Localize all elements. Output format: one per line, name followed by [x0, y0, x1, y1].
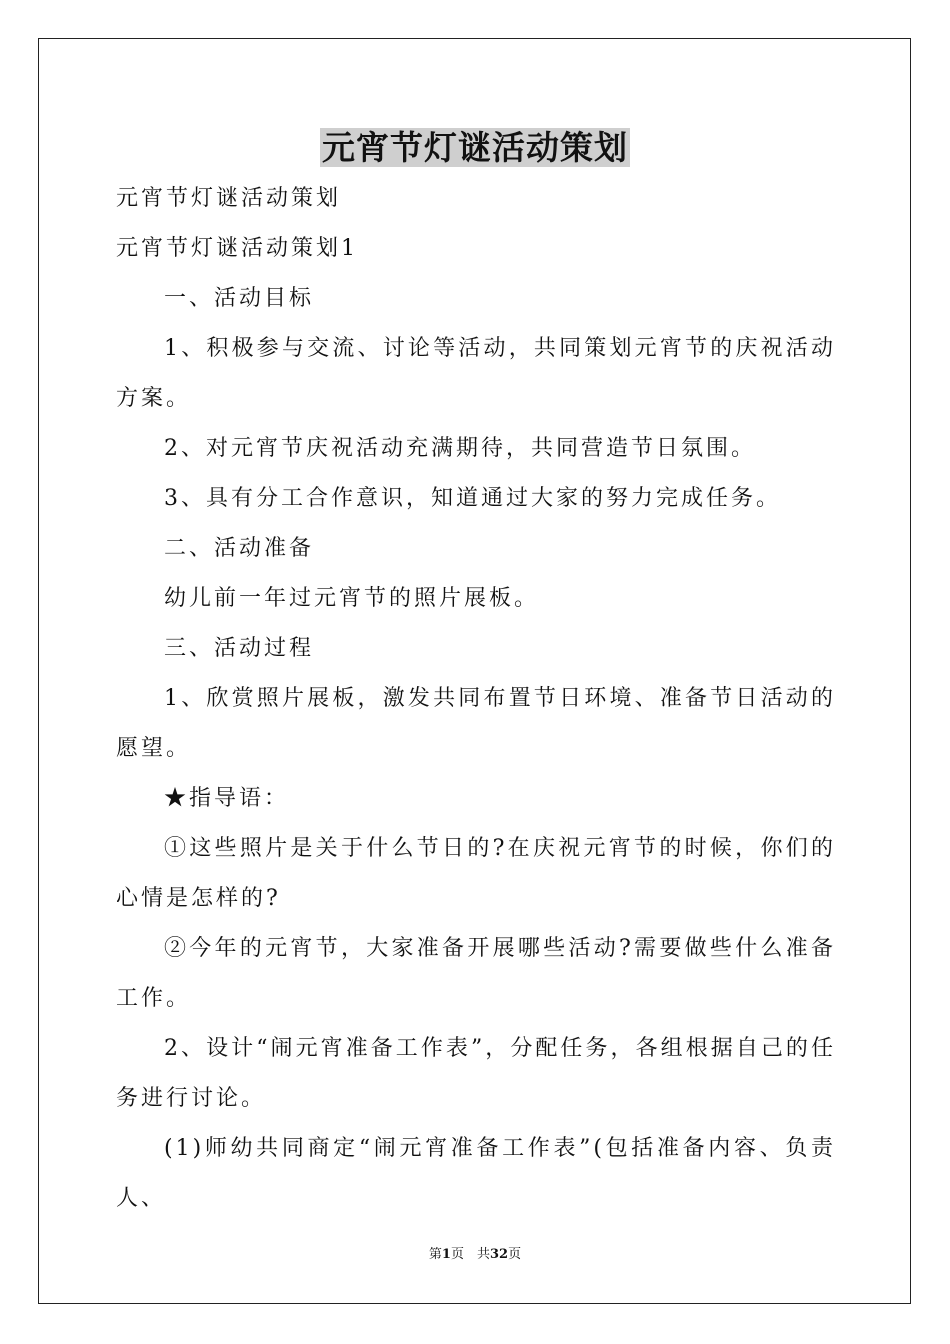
paragraph: 1、欣赏照片展板，激发共同布置节日环境、准备节日活动的愿望。: [116, 686, 836, 761]
paragraph: 1、积极参与交流、讨论等活动，共同策划元宵节的庆祝活动方案。: [116, 336, 836, 411]
paragraph: 三、活动过程: [164, 636, 315, 661]
footer-total-pages: 32: [489, 1247, 509, 1262]
page-footer: [0, 1245, 950, 1265]
paragraph: 一、活动目标: [164, 286, 315, 311]
footer-page-number: 1: [441, 1247, 451, 1262]
footer-mid: 页 共: [450, 1247, 490, 1262]
paragraph: 3、具有分工合作意识，知道通过大家的努力完成任务。: [164, 486, 781, 511]
paragraph: ★指导语：: [164, 786, 290, 811]
paragraph: 幼儿前一年过元宵节的照片展板。: [164, 586, 540, 611]
paragraph: 元宵节灯谜活动策划: [116, 186, 342, 211]
paragraph: 2、对元宵节庆祝活动充满期待，共同营造节日氛围。: [164, 436, 756, 461]
document-body: [116, 174, 836, 1224]
document-title: [0, 123, 950, 173]
footer-prefix: 第: [428, 1247, 442, 1262]
document-title-text: 元宵节灯谜活动策划: [322, 128, 628, 167]
paragraph: 二、活动准备: [164, 536, 315, 561]
footer-suffix: 页: [508, 1247, 522, 1262]
paragraph: 2、设计“闹元宵准备工作表”，分配任务，各组根据自己的任务进行讨论。: [116, 1036, 836, 1111]
paragraph: ①这些照片是关于什么节日的?在庆祝元宵节的时候，你们的心情是怎样的?: [116, 836, 836, 911]
paragraph: 元宵节灯谜活动策划1: [116, 236, 358, 261]
paragraph: ②今年的元宵节，大家准备开展哪些活动?需要做些什么准备工作。: [116, 936, 836, 1011]
paragraph: (1)师幼共同商定“闹元宵准备工作表”(包括准备内容、负责人、: [116, 1136, 836, 1211]
